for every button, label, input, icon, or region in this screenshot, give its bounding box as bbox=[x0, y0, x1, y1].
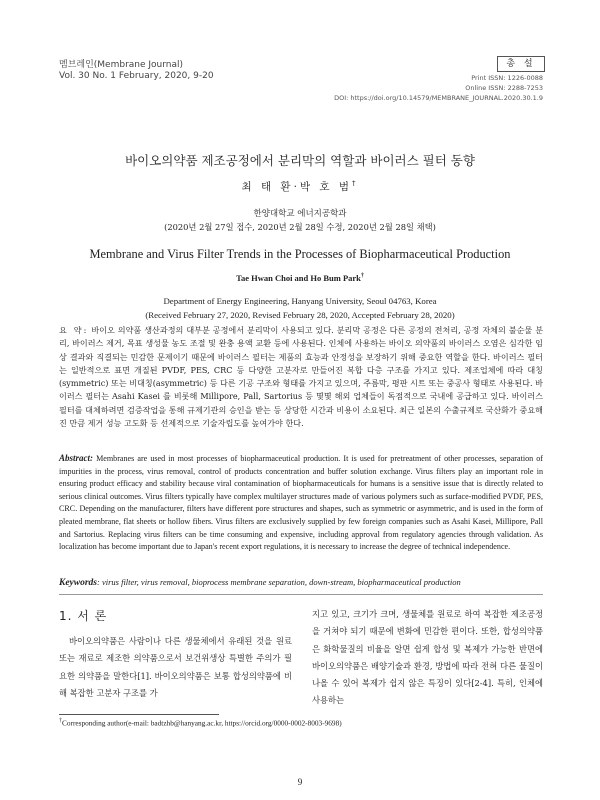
english-abstract bbox=[59, 452, 543, 554]
keywords-text: : virus filter, virus removal, bioprocess membrane separation, down-stream, biopharmaceutical production bbox=[97, 577, 461, 587]
keywords bbox=[59, 577, 543, 588]
english-authors bbox=[0, 273, 600, 283]
volume-info: Vol. 30 No. 1 February, 2020, 9-20 bbox=[59, 71, 214, 81]
journal-name: 멤브레인(Membrane Journal) bbox=[59, 60, 184, 70]
korean-abstract-label: 요 약: bbox=[59, 325, 89, 335]
korean-affiliation: 한양대학교 에너지공학과 bbox=[253, 209, 347, 219]
doi-link[interactable]: DOI: https://doi.org/10.14579/MEMBRANE_JOURNAL.2020.30.1.9 bbox=[334, 94, 543, 102]
english-dates: (Received February 27, 2020, Revised February 28, 2020, Accepted February 28, 2020) bbox=[145, 310, 455, 320]
footnote-mark: † bbox=[59, 718, 62, 724]
introduction-left-column: 바이오의약품은 사람이나 다른 생물체에서 유래된 것을 원료 또는 재료로 제조한 의약품으로서 보건위생상 특별한 주의가 필요한 의약품을 말한다[1]. 바이오의약품은 보통 합성의약품에 비해 복잡한 고분자 구조를 가 bbox=[59, 636, 292, 698]
footnote-text: Corresponding author(e-mail: badtzhb@hanyang.ac.kr, https://orcid.org/0000-0002-8003-9698) bbox=[62, 718, 342, 728]
korean-abstract-text: 바이오 의약품 생산과정의 대부분 공정에서 분리막이 사용되고 있다. 분리막 공정은 다른 공정의 전처리, 공정 자체의 불순물 분리, 바이러스 제거, 목표 생성물 농도 조절 및 완충 용액 교환 등에 사용된다. 인체에 사용하는 바이오 의약품의 바이러스 오염은 심각한 임상 결과와 직결되는 민감한 문제이기 때문에 바이러스 필터는 제품의 효능과 안정성을 보장하기 위해 중요한 역할을 한다. 바이러스 필터는 일반적으로 표면 개질된 PVDF, PES, CRC 등 다양한 고분자로 만들어진 복합 다층 구조를 가지고 있다. 제조업체에 따라 대칭(symmetric) 또는 비대칭(asymmetric) 등 다른 기공 구조와 형태를 가지고 있으며, 주름막, 평판 시트 또는 중공사 형태로 사용된다. 바이러스 필터는 Asahi Kasei 를 비롯해 Millipore, Pall, Sartorius 등 몇몇 해외 업체들이 독점적으로 국내에 공급하고 있다. 바이러스 필터를 대체하려면 검증작업을 통해 규제기관의 승인을 받는 등 상당한 시간과 비용이 소요된다. 최근 일본의 수출규제로 국산화가 중요해진 만큼 제거 성능 고도화 등 선제적으로 기술자립도를 높여가야 한다. bbox=[59, 325, 544, 429]
english-author-names: Tae Hwan Choi and Ho Bum Park bbox=[236, 273, 361, 283]
english-affiliation: Department of Energy Engineering, Hanyang University, Seoul 04763, Korea bbox=[163, 296, 437, 306]
keywords-label: Keywords bbox=[59, 578, 97, 588]
print-issn: Print ISSN: 1226-0088 bbox=[471, 74, 543, 82]
online-issn: Online ISSN: 2288-7253 bbox=[465, 84, 543, 92]
korean-dates: (2020년 2월 27일 접수, 2020년 2월 28일 수정, 2020년 2월 28일 채택) bbox=[164, 222, 436, 232]
english-abstract-label: Abstract: bbox=[59, 453, 94, 463]
korean-author-names: 최 태 환·박 호 범 bbox=[241, 181, 353, 193]
article-type-badge: 총 설 bbox=[497, 56, 545, 72]
english-author-mark: † bbox=[360, 273, 364, 280]
section-divider bbox=[59, 594, 543, 595]
english-abstract-text: Membranes are used in most processes of biopharmaceutical production. It is used for pretreatment of other processes, separation of impurities in the process, virus removal, control of products concentration and buffer solution exchange. Virus filters play an important role in ensuring product efficacy and stability because viral contamination of biopharmaceuticals for humans is a sensitive issue that is directly related to serious clinical outcomes. Virus filters typically have complex multilayer structures made of various polymers such as surface-modified PVDF, PES, CRC. Depending on the manufacturer, filters have different pore structures and shapes, such as symmetric or asymmetric, and is used in the form of pleated membrane, flat sheets or hollow fibers. Virus filters are exclusively supplied by few foreign companies such as Asahi Kasei, Millipore, Pall and Sartorius. Replacing virus filters can be time consuming and expensive, including approval from regulatory agencies through validation. As localization has become important due to Japan's recent export regulations, it is necessary to increase the degree of technical independence. bbox=[59, 454, 543, 552]
footnote bbox=[59, 718, 342, 727]
page-number: 9 bbox=[297, 777, 303, 787]
footnote-rule bbox=[59, 714, 219, 715]
korean-authors bbox=[0, 179, 600, 194]
korean-author-mark: † bbox=[352, 179, 359, 188]
korean-title: 바이오의약품 제조공정에서 분리막의 역할과 바이러스 필터 동향 bbox=[125, 153, 475, 168]
introduction-right-column: 지고 있고, 크기가 크며, 생물체를 원료로 하여 복잡한 제조공정을 거쳐야 되기 때문에 변화에 민감한 편이다. 또한, 합성의약품은 화학물질의 비율을 알면 쉽게 합성 및 복제가 가능한 반면에 바이오의약품은 배양기술과 환경, 방법에 따라 전혀 다른 물질이 나올 수 있어 복제가 쉽지 않은 특징이 있다[2-4]. 특히, 인체에 사용하는 bbox=[312, 609, 543, 706]
korean-abstract bbox=[59, 324, 543, 430]
english-title: Membrane and Virus Filter Trends in the Processes of Biopharmaceutical Production bbox=[89, 247, 511, 261]
introduction-heading: 1. 서 론 bbox=[59, 609, 108, 623]
